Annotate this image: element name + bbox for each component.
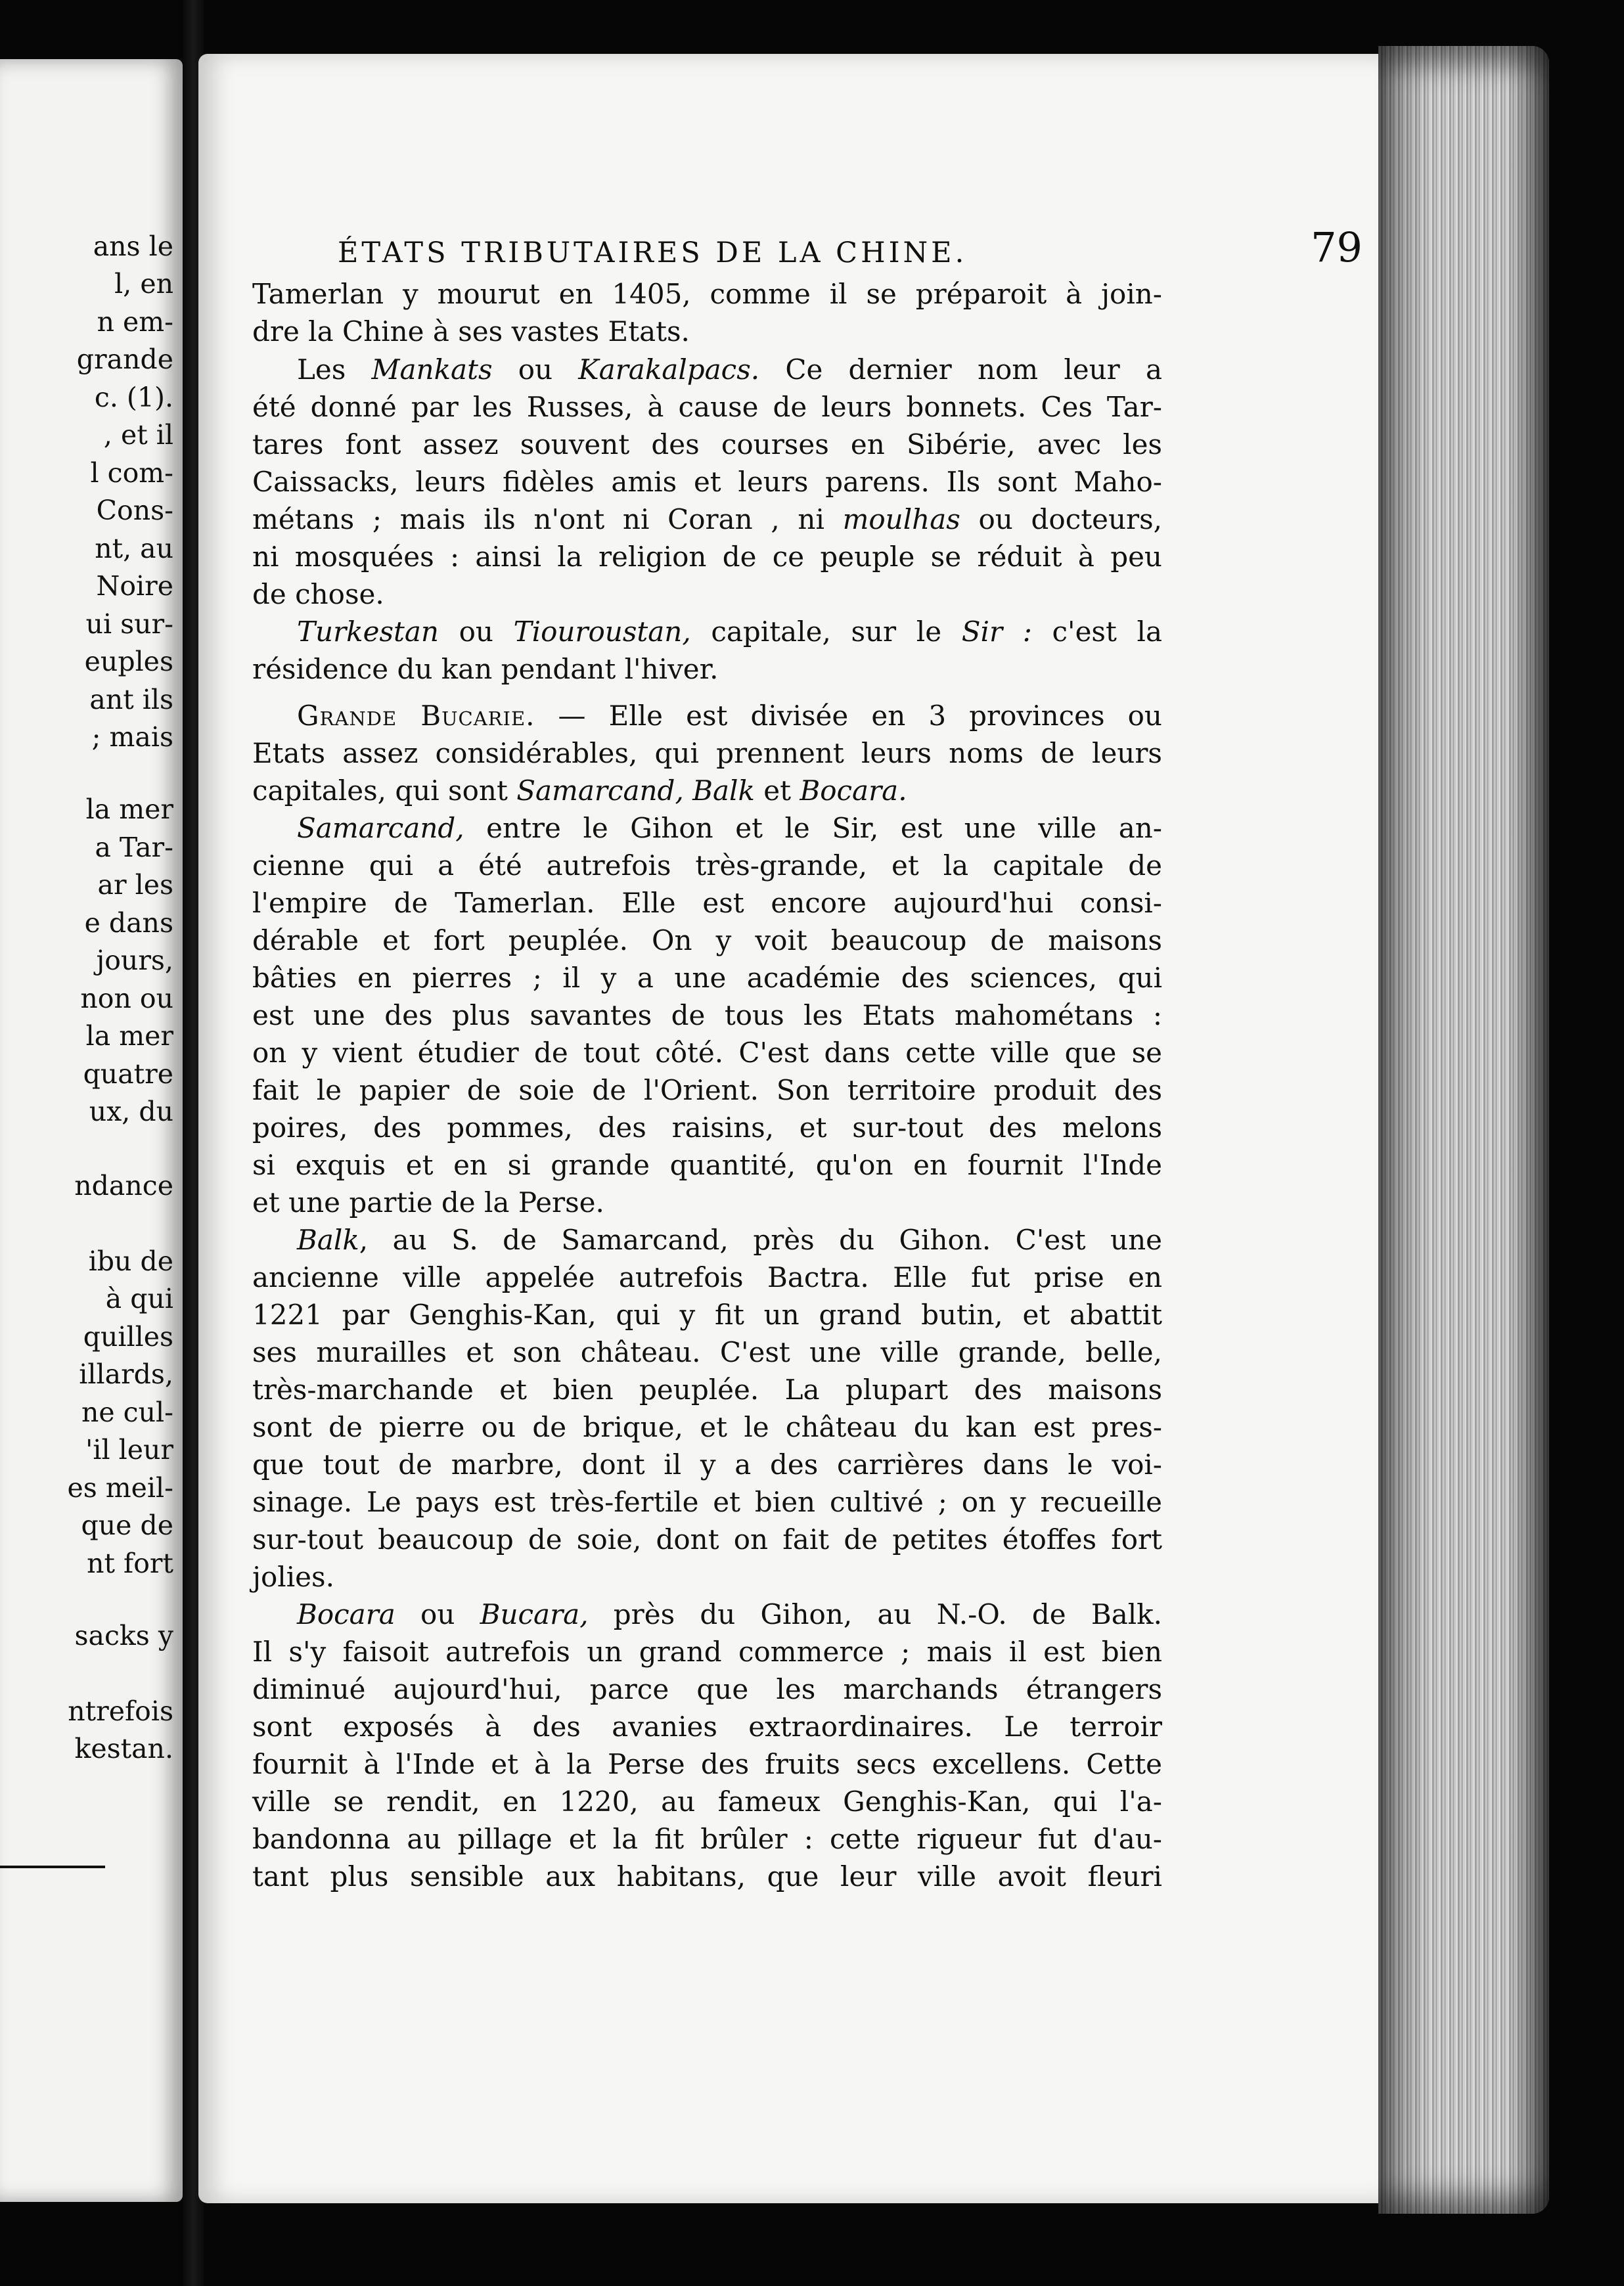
- left-page-line: ; mais: [91, 721, 173, 753]
- text-line: Caissacks, leurs fidèles amis et leurs parens. Ils sont Maho-: [252, 466, 1162, 498]
- left-page-line: kestan.: [74, 1733, 173, 1764]
- text-line: ni mosquées : ainsi la religion de ce peuple se réduit à peu: [252, 541, 1162, 573]
- left-page-line: quilles: [83, 1321, 173, 1353]
- left-page-line: ndance: [74, 1170, 173, 1201]
- text-line: cienne qui a été autrefois très-grande, et la capitale de: [252, 849, 1162, 882]
- left-page-line: ar les: [97, 869, 173, 901]
- text-line: tares font assez souvent des courses en Sibérie, avec les: [252, 428, 1162, 460]
- text-line: 1221 par Genghis-Kan, qui y fit un grand butin, et abattit: [252, 1299, 1162, 1331]
- text-line: l'empire de Tamerlan. Elle est encore aujourd'hui consi-: [252, 887, 1162, 919]
- text-line: poires, des pommes, des raisins, et sur-tout des melons: [252, 1111, 1162, 1144]
- left-page-rule: [0, 1866, 105, 1868]
- left-page-line: ui sur-: [85, 608, 173, 640]
- left-page-line: l com-: [90, 457, 173, 489]
- left-page-line: , et il: [103, 419, 173, 451]
- left-page-line: jours,: [96, 945, 173, 976]
- left-page-line: a Tar-: [95, 832, 173, 863]
- section-heading: Grande Bucarie.: [297, 700, 535, 732]
- text-line: sont exposés à des avanies extraordinaires. Le terroir: [252, 1711, 1162, 1743]
- left-page-line: nt, au: [95, 533, 173, 564]
- text-line: résidence du kan pendant l'hiver.: [252, 653, 719, 685]
- text-line: bâties en pierres ; il y a une académie des sciences, qui: [252, 962, 1162, 994]
- page-number: 79: [1311, 223, 1363, 271]
- left-page-line: ux, du: [89, 1096, 173, 1127]
- text-line: bandonna au pillage et la fit brûler : cette rigueur fut d'au-: [252, 1823, 1162, 1855]
- text-line: est une des plus savantes de tous les Etats mahométans :: [252, 999, 1162, 1031]
- left-page-line: sacks y: [74, 1620, 173, 1651]
- left-page-fragment: [0, 59, 183, 2202]
- left-page-line: ant ils: [89, 684, 173, 715]
- left-page-line: ne cul-: [81, 1397, 173, 1428]
- left-page-line: 'il leur: [85, 1434, 173, 1466]
- main-page: [198, 54, 1381, 2203]
- text-line: fait le papier de soie de l'Orient. Son territoire produit des: [252, 1074, 1162, 1106]
- left-page-line: illards,: [79, 1358, 173, 1390]
- page-fore-edge: [1378, 46, 1549, 2214]
- left-page-line: quatre: [83, 1058, 173, 1090]
- text-line: été donné par les Russes, à cause de leurs bonnets. Ces Tar-: [252, 391, 1162, 423]
- text-line: sont de pierre ou de brique, et le château du kan est pres-: [252, 1411, 1162, 1443]
- text-line: Etats assez considérables, qui prennent leurs noms de leurs: [252, 737, 1162, 769]
- text-line: très-marchande et bien peuplée. La plupart des maisons: [252, 1374, 1162, 1406]
- text-line: ancienne ville appelée autrefois Bactra. Elle fut prise en: [252, 1261, 1162, 1293]
- text-line: que tout de marbre, dont il y a des carrières dans le voi-: [252, 1448, 1162, 1481]
- left-page-line: c. (1).: [94, 382, 173, 413]
- left-page-line: non ou: [80, 983, 173, 1014]
- text-line: jolies.: [252, 1561, 334, 1593]
- text-line: diminué aujourd'hui, parce que les marchands étrangers: [252, 1673, 1162, 1705]
- text-line: dre la Chine à ses vastes Etats.: [252, 315, 690, 347]
- text-line: Samarcand, entre le Gihon et le Sir, est une ville an-: [297, 812, 1162, 844]
- left-page-line: Noire: [96, 570, 173, 602]
- body-text: [252, 54, 1356, 2025]
- left-page-line: ntrefois: [68, 1695, 173, 1727]
- left-page-line: grande: [76, 344, 173, 375]
- text-line: Les Mankats ou Karakalpacs. Ce dernier nom leur a: [297, 353, 1162, 386]
- text-line: sur-tout beaucoup de soie, dont on fait de petites étoffes fort: [252, 1523, 1162, 1556]
- text-line: si exquis et en si grande quantité, qu'on en fournit l'Inde: [252, 1149, 1162, 1181]
- text-line: capitales, qui sont Samarcand, Balk et Bocara.: [252, 774, 907, 807]
- text-line: et une partie de la Perse.: [252, 1186, 604, 1219]
- left-page-line: Cons-: [96, 495, 173, 526]
- left-page-line: es meil-: [67, 1472, 173, 1504]
- text-line: ses murailles et son château. C'est une ville grande, belle,: [252, 1336, 1162, 1368]
- text-line: fournit à l'Inde et à la Perse des fruits secs excellens. Cette: [252, 1748, 1162, 1780]
- text-line: Turkestan ou Tiouroustan, capitale, sur le Sir : c'est la: [297, 616, 1162, 648]
- text-line: Balk, au S. de Samarcand, près du Gihon. C'est une: [297, 1224, 1162, 1256]
- text-line: tant plus sensible aux habitans, que leur ville avoit fleuri: [252, 1860, 1162, 1893]
- left-page-line: ans le: [93, 231, 173, 262]
- left-page-line: n em-: [97, 306, 173, 338]
- text-line: Il s'y faisoit autrefois un grand commerce ; mais il est bien: [252, 1636, 1162, 1668]
- left-page-line: la mer: [85, 794, 173, 825]
- left-page-line: euples: [84, 646, 173, 677]
- left-page-line: nt fort: [87, 1548, 173, 1579]
- text-line: Tamerlan y mourut en 1405, comme il se préparoit à join-: [252, 278, 1162, 310]
- text-line: Bocara ou Bucara, près du Gihon, au N.-O. de Balk.: [297, 1598, 1162, 1630]
- text-line: métans ; mais ils n'ont ni Coran , ni moulhas ou docteurs,: [252, 503, 1162, 535]
- text-line: ville se rendit, en 1220, au fameux Genghis-Kan, qui l'a-: [252, 1785, 1162, 1818]
- left-page-line: la mer: [85, 1020, 173, 1052]
- left-page-line: à qui: [105, 1283, 173, 1314]
- left-page-line: ibu de: [88, 1245, 173, 1277]
- running-title: ÉTATS TRIBUTAIRES DE LA CHINE.: [338, 236, 968, 269]
- left-page-line: que de: [81, 1510, 173, 1541]
- left-page-line: e dans: [84, 907, 173, 939]
- text-line: sinage. Le pays est très-fertile et bien cultivé ; on y recueille: [252, 1486, 1162, 1518]
- text-line: Grande Bucarie. — Elle est divisée en 3 provinces ou: [297, 700, 1162, 732]
- text-line: on y vient étudier de tout côté. C'est dans cette ville que se: [252, 1037, 1162, 1069]
- text-line: de chose.: [252, 578, 384, 610]
- left-page-line: l, en: [114, 268, 173, 300]
- text-line: dérable et fort peuplée. On y voit beaucoup de maisons: [252, 924, 1162, 956]
